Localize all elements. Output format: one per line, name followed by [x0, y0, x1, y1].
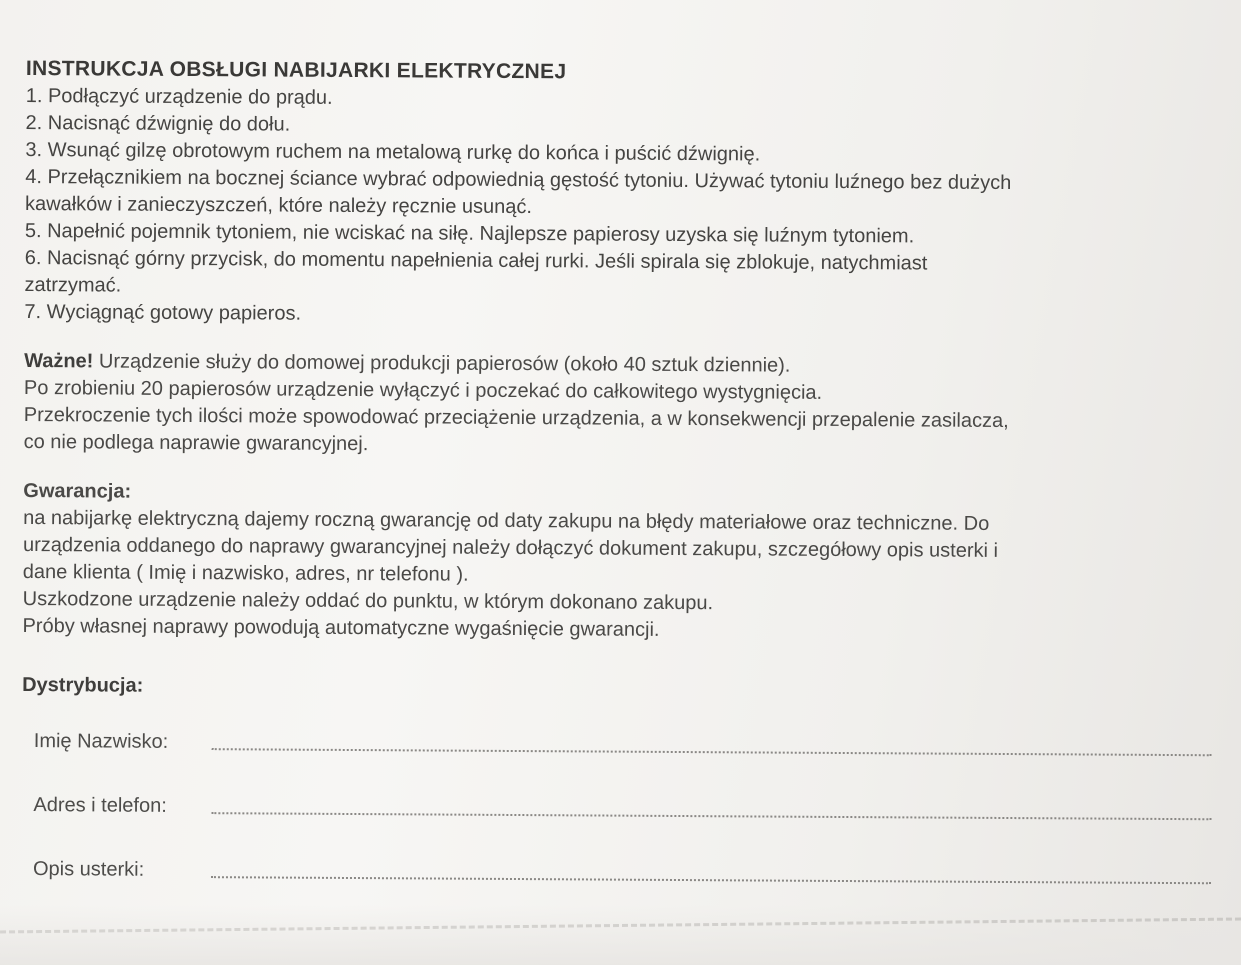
instruction-document [21, 54, 1226, 896]
distribution-heading: Dystrybucja: [22, 673, 144, 697]
step-item: 2. Nacisnąć dźwignię do dołu. [25, 111, 291, 136]
address-field-row[interactable] [21, 761, 1221, 832]
defect-field-line[interactable] [211, 876, 1211, 884]
warranty-heading: Gwarancja: [23, 479, 132, 503]
defect-field-label: Opis usterki: [32, 858, 145, 881]
important-line: Przekroczenie tych ilości może spowodować przeciążenie urządzenia, a w konsekwencji przepalenie zasilacza, [23, 403, 1009, 433]
step-item: 7. Wyciągnąć gotowy papieros. [24, 300, 302, 325]
document-title: INSTRUKCJA OBSŁUGI NABIJARKI ELEKTRYCZNEJ [25, 56, 567, 84]
warranty-line: Próby własnej naprawy powodują automatyczne wygaśnięcie gwarancji. [22, 614, 660, 641]
important-line: Po zrobieniu 20 papierosów urządzenie wyłączyć i poczekać do całkowitego wystygnięcia. [23, 376, 823, 404]
defect-field-row[interactable] [21, 825, 1221, 896]
name-field-row[interactable] [22, 697, 1222, 768]
important-text: Urządzenie służy do domowej produkcji papierosów (około 40 sztuk dziennie). [93, 350, 791, 377]
step-item: 1. Podłączyć urządzenie do prądu. [25, 84, 333, 109]
important-line: co nie podlega naprawie gwarancyjnej. [23, 430, 369, 456]
warranty-line: urządzenia oddanego do naprawy gwarancyjnej należy dołączyć dokument zakupu, szczegółowy opis usterki i [22, 533, 999, 562]
step-item: 4. Przełącznikiem na bocznej ściance wybrać odpowiednią gęstość tytoniu. Używać tytoniu luźnego bez dużych kawałków i zanieczyszczeń, które należy ręcznie usunąć. [25, 165, 1012, 219]
name-field-line[interactable] [212, 748, 1212, 756]
address-field-label: Adres i telefon: [33, 794, 167, 817]
step-item: 3. Wsunąć gilzę obrotowym ruchem na metalową rurkę do końca i puścić dźwignię. [25, 138, 761, 166]
step-item: 5. Napełnić pojemnik tytoniem, nie wciskać na siłę. Najlepsze papierosy uzyska się luźnym tytoniem. [24, 219, 915, 248]
warranty-line: Uszkodzone urządzenie należy oddać do punktu, w którym dokonano zakupu. [22, 587, 714, 615]
warranty-text [22, 505, 1223, 647]
warranty-line: na nabijarkę elektryczną dajemy roczną gwarancję od daty zakupu na błędy materiałowe oraz techniczne. Do [23, 506, 990, 535]
warranty-line: dane klienta ( Imię i nazwisko, adres, nr telefonu ). [22, 560, 469, 586]
important-notice [24, 348, 1225, 463]
name-field-label: Imię Nazwisko: [33, 730, 169, 753]
instruction-steps [24, 83, 1225, 333]
address-field-line[interactable] [211, 812, 1211, 820]
step-item: 6. Nacisnąć górny przycisk, do momentu napełnienia całej rurki. Jeśli spirala się zblokuje, natychmiast zatrzymać. [24, 246, 928, 297]
perforated-tear-edge [0, 918, 1241, 934]
important-label: Ważne! [24, 349, 94, 373]
